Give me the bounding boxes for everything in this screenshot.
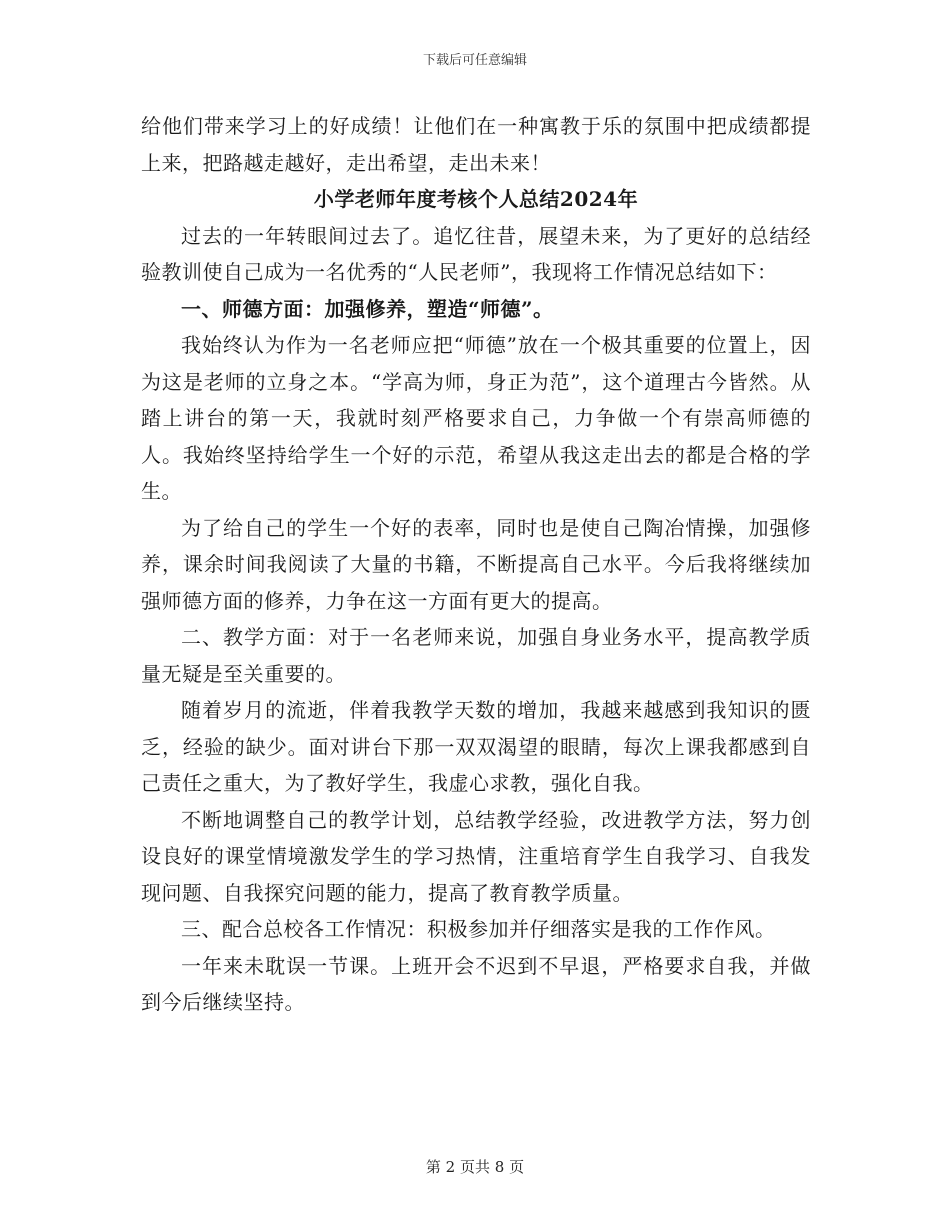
paragraph-continuation: 给他们带来学习上的好成绩！让他们在一种寓教于乐的氛围中把成绩都提上来，把路越走越好，走出希望，走出未来！	[141, 114, 811, 175]
heading-ethics: 一、师德方面：加强修养，塑造“师德”。	[181, 296, 554, 321]
paragraph-teaching-1: 随着岁月的流逝，伴着我教学天数的增加，我越来越感到我知识的匮乏，经验的缺少。面对讲台下那一双双渴望的眼睛，每次上课我都感到自己责任之重大，为了教好学生，我虚心求教，强化自我。	[141, 698, 811, 795]
paragraph-intro: 过去的一年转眼间过去了。追忆往昔，展望未来，为了更好的总结经验教训使自己成为一名优秀的“人民老师”，我现将工作情况总结如下：	[141, 223, 811, 284]
paragraph-cooperation-1: 一年来未耽误一节课。上班开会不迟到不早退，严格要求自我，并做到今后继续坚持。	[141, 953, 811, 1014]
paragraph-ethics-1: 我始终认为作为一名老师应把“师德”放在一个极其重要的位置上，因为这是老师的立身之本。“学高为师，身正为范”，这个道理古今皆然。从踏上讲台的第一天，我就时刻严格要求自己，力争做一个有崇高师德的人。我始终坚持给学生一个好的示范，希望从我这走出去的都是合格的学生。	[141, 333, 811, 503]
paragraph-teaching-2: 不断地调整自己的教学计划，总结教学经验，改进教学方法，努力创设良好的课堂情境激发学生的学习热情，注重培育学生自我学习、自我发现问题、自我探究问题的能力，提高了教育教学质量。	[141, 807, 811, 905]
page-header: 下载后可任意编辑	[422, 53, 527, 68]
section-title: 小学老师年度考核个人总结2024年	[313, 187, 639, 211]
paragraph-teaching-heading: 二、教学方面：对于一名老师来说，加强自身业务水平，提高教学质量无疑是至关重要的。	[141, 625, 811, 686]
page-footer: 第 2 页共 8 页	[425, 1158, 525, 1176]
paragraph-ethics-2: 为了给自己的学生一个好的表率，同时也是使自己陶冶情操，加强修养，课余时间我阅读了大量的书籍，不断提高自己水平。今后我将继续加强师德方面的修养，力争在这一方面有更大的提高。	[141, 515, 811, 613]
document-body	[141, 108, 811, 1021]
paragraph-cooperation-heading: 三、配合总校各工作情况：积极参加并仔细落实是我的工作作风。	[181, 917, 776, 941]
